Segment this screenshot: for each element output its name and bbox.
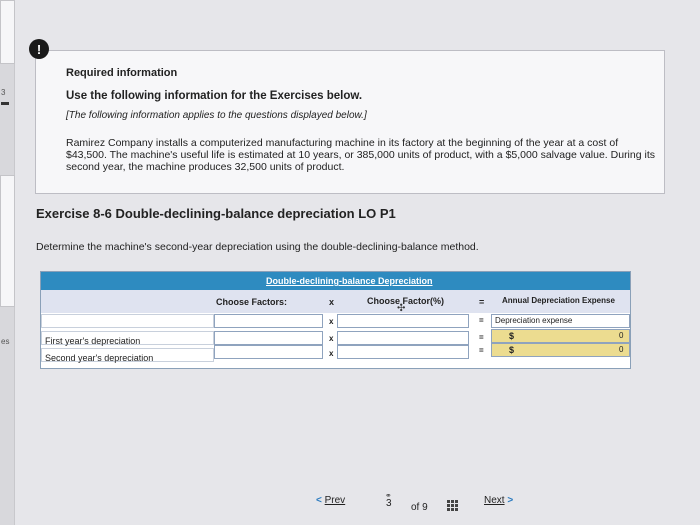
use-info-heading: Use the following information for the Exercises below. xyxy=(66,90,363,102)
row0-times: x xyxy=(329,317,334,326)
row1-amount: 0 xyxy=(619,331,624,340)
margin-marker xyxy=(1,102,9,105)
grid-icon[interactable] xyxy=(447,500,458,511)
row2-amount: 0 xyxy=(619,345,624,354)
cursor-icon: ✣ xyxy=(397,303,406,314)
row0-percent-input[interactable] xyxy=(337,314,469,328)
next-label: Next xyxy=(484,495,505,506)
row0-equals: = xyxy=(479,316,484,325)
row0-expense-label: Depreciation expense xyxy=(491,314,630,328)
chevron-right-icon: > xyxy=(507,495,514,506)
row0-factor-input[interactable] xyxy=(214,314,323,328)
row0-label-cell xyxy=(41,314,214,328)
row1-label: First year's depreciation xyxy=(45,336,141,346)
prev-label: Prev xyxy=(324,495,346,506)
problem-paragraph: Ramirez Company installs a computerized manufacturing machine in its factory at the beginning of the year at a cost of $43,500. The machine's useful life is estimated at 10 years, or 385,000 units of product, with a $5,000 salvage value. During its second year, the machine produces 32,500 units of product. xyxy=(66,137,655,173)
alert-icon: ! xyxy=(29,39,49,59)
prev-button[interactable] xyxy=(316,495,345,506)
row2-label: Second year's depreciation xyxy=(45,353,154,363)
row1-percent-input[interactable] xyxy=(337,331,469,345)
margin-label-top: 3 xyxy=(1,88,6,97)
left-margin xyxy=(0,0,15,525)
header-annual-expense: Annual Depreciation Expense xyxy=(502,296,615,305)
header-choose-factor-percent[interactable]: Choose Factor(%) xyxy=(367,296,445,306)
required-heading: Required information xyxy=(66,67,178,79)
header-times: x xyxy=(329,297,335,307)
header-equals: = xyxy=(479,297,485,307)
exercise-title: Exercise 8-6 Double-declining-balance depreciation LO P1 xyxy=(36,206,396,221)
table-title-bar xyxy=(41,272,630,290)
margin-box-mid xyxy=(0,175,15,307)
row2-equals: = xyxy=(479,346,484,355)
margin-box-top xyxy=(0,0,15,64)
row1-factor-input[interactable] xyxy=(214,331,323,345)
row1-dollar: $ xyxy=(509,331,515,341)
row1-times: x xyxy=(329,334,334,343)
row2-dollar: $ xyxy=(509,345,515,355)
row2-times: x xyxy=(329,349,334,358)
next-button[interactable] xyxy=(484,495,513,506)
header-choose-factors: Choose Factors: xyxy=(216,297,288,307)
row1-equals: = xyxy=(479,333,484,342)
row2-factor-input[interactable] xyxy=(214,345,323,359)
chevron-left-icon: < xyxy=(316,495,322,506)
row2-percent-input[interactable] xyxy=(337,345,469,359)
margin-label-mid: es xyxy=(1,337,10,346)
ddb-table xyxy=(40,271,631,369)
table-title: Double-declining-balance Depreciation xyxy=(266,276,433,286)
page-total: of 9 xyxy=(411,502,428,513)
link-icon: ⚭ xyxy=(385,491,392,500)
info-note: [The following information applies to the questions displayed below.] xyxy=(66,110,367,121)
current-page[interactable]: 3 xyxy=(386,498,392,509)
exercise-description: Determine the machine's second-year depreciation using the double-declining-balance method. xyxy=(36,241,479,253)
